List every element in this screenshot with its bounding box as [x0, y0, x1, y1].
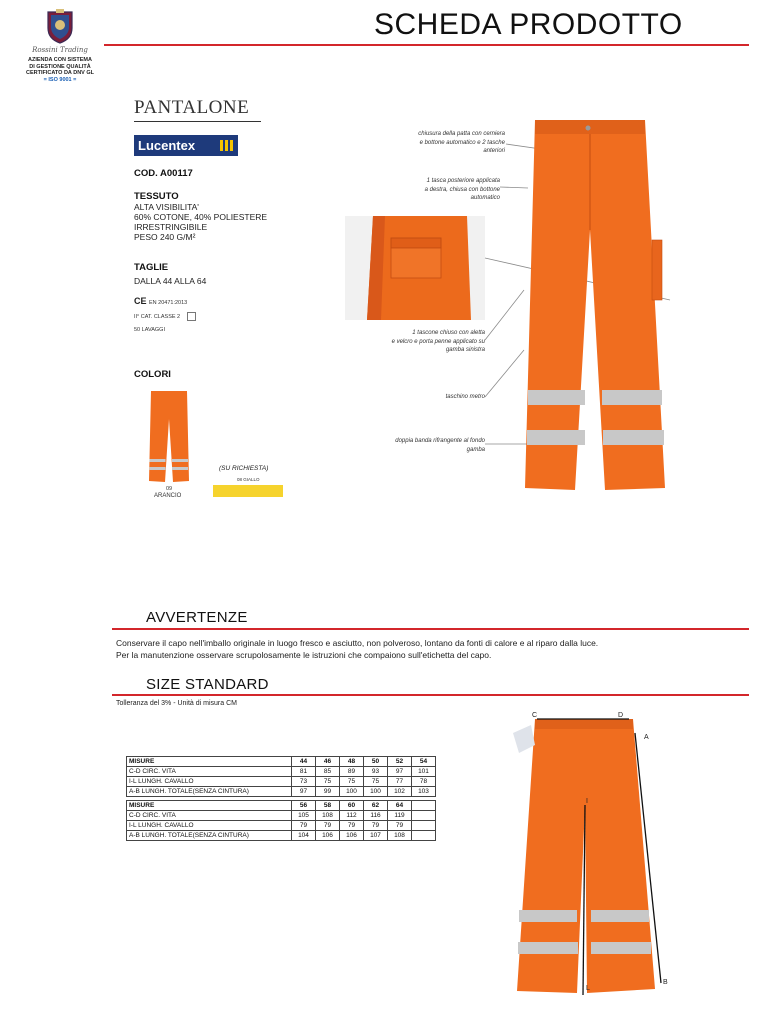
value-cell: 75 [364, 777, 388, 787]
callout-line: gamba sinistra [445, 347, 485, 353]
company-logo [20, 8, 100, 83]
value-cell: 101 [412, 767, 436, 777]
value-cell: 50 [364, 757, 388, 767]
crest-icon [45, 8, 75, 44]
row-label-cell: C-D CIRC. VITA [127, 767, 292, 777]
fabric-details [134, 202, 267, 242]
point-label-a: A [644, 734, 649, 741]
point-label-b: B [663, 979, 668, 986]
value-cell: 105 [292, 811, 316, 821]
value-cell: 85 [316, 767, 340, 777]
callout-line: taschino metro [445, 394, 485, 400]
value-cell: 81 [292, 767, 316, 777]
row-label-cell: MISURE [127, 801, 292, 811]
value-cell: 79 [292, 821, 316, 831]
callout-line: anteriori [483, 148, 505, 154]
value-cell [412, 811, 436, 821]
brand-logo [134, 135, 238, 156]
value-cell: 64 [388, 801, 412, 811]
tolerance-note: Tolleranza del 3% - Unità di misura CM [116, 700, 237, 707]
sizes-range: DALLA 44 ALLA 64 [134, 276, 207, 286]
value-cell: 89 [340, 767, 364, 777]
value-cell: 79 [316, 821, 340, 831]
value-cell: 119 [388, 811, 412, 821]
value-cell: 60 [340, 801, 364, 811]
table-row [127, 821, 436, 831]
value-cell: 107 [364, 831, 388, 841]
class-text: II° CAT. CLASSE 2 [134, 314, 181, 320]
norm-text: EN 20471:2013 [149, 300, 188, 306]
warnings-text [116, 637, 746, 661]
value-cell: 97 [388, 767, 412, 777]
value-cell: 108 [316, 811, 340, 821]
value-cell: 97 [292, 787, 316, 797]
value-cell: 106 [340, 831, 364, 841]
cert-line: AZIENDA CON SISTEMA [28, 57, 92, 63]
value-cell: 106 [316, 831, 340, 841]
value-cell: 79 [340, 821, 364, 831]
main-product-image [480, 110, 680, 500]
value-cell: 112 [340, 811, 364, 821]
callout-line: a destra, chiusa con bottone [424, 186, 500, 193]
value-cell: 46 [316, 757, 340, 767]
color-name: ARANCIO [154, 493, 182, 499]
size-standard-divider [112, 694, 749, 696]
page-title: SCHEDA PRODOTTO [374, 8, 683, 41]
callout-line: 1 tascone chiuso con aletta [412, 330, 485, 336]
color-swatch-yellow [213, 485, 283, 497]
value-cell: 44 [292, 757, 316, 767]
wash-icon [187, 312, 196, 321]
row-label-cell: I-L LUNGH. CAVALLO [127, 777, 292, 787]
fabric-label: TESSUTO [134, 191, 179, 202]
value-cell: 102 [388, 787, 412, 797]
ce-mark-icon: CE [134, 296, 147, 306]
point-label-i: I [586, 798, 588, 805]
warning-line: Conservare il capo nell'imballo originale in luogo fresco e asciutto, non polveroso, lontano da fonti di calore e al riparo dalla luce. [116, 638, 599, 648]
callout-line: e bottone automatico e 2 tasche [419, 139, 505, 146]
certification-text [20, 57, 100, 77]
callout-reflective-bands [340, 437, 485, 454]
value-cell: 104 [292, 831, 316, 841]
callout-line: automatico [470, 195, 500, 201]
cert-line: DI GESTIONE QUALITÀ [29, 63, 91, 70]
table-row [127, 787, 436, 797]
table-row [127, 767, 436, 777]
chevron-icon [220, 140, 234, 151]
value-cell: 77 [388, 777, 412, 787]
callout-line: chiusura della patta con cerniera [418, 131, 505, 137]
product-name: PANTALONE [134, 97, 250, 118]
product-name-underline [134, 121, 261, 122]
table-row [127, 777, 436, 787]
pocket-detail-image [345, 216, 485, 320]
table-row [127, 831, 436, 841]
color-swatch-orange-pants [148, 389, 190, 485]
table-row [127, 811, 436, 821]
value-cell: 75 [316, 777, 340, 787]
row-label-cell: MISURE [127, 757, 292, 767]
value-cell: 100 [364, 787, 388, 797]
value-cell: 73 [292, 777, 316, 787]
row-label-cell: A-B LUNGH. TOTALE(SENZA CINTURA) [127, 831, 292, 841]
callout-line: 1 tasca posteriore applicata [426, 178, 500, 184]
value-cell: 62 [364, 801, 388, 811]
fabric-line: IRRESTRINGIBILE [134, 222, 208, 232]
value-cell [412, 821, 436, 831]
value-cell: 99 [316, 787, 340, 797]
callout-ruler-pocket [350, 393, 485, 402]
table-row [127, 801, 436, 811]
value-cell: 79 [364, 821, 388, 831]
on-request-label: (SU RICHIESTA) [219, 465, 269, 472]
warning-line: Per la manutenzione osservare scrupolosamente le istruzioni che compaiono sull'etichetta del capo. [116, 650, 492, 660]
value-cell: 52 [388, 757, 412, 767]
value-cell: 100 [340, 787, 364, 797]
value-cell [412, 831, 436, 841]
fabric-line: ALTA VISIBILITA' [134, 202, 199, 212]
company-script-name: Rossini Trading [32, 46, 88, 54]
value-cell: 78 [412, 777, 436, 787]
callout-line: doppia banda rifrangente al fondo [395, 438, 485, 444]
fabric-line: 60% COTONE, 40% POLIESTERE [134, 212, 268, 222]
colors-label: COLORI [134, 369, 171, 380]
value-cell: 79 [388, 821, 412, 831]
iso-badge: = ISO 9001 = [43, 76, 77, 83]
value-cell [412, 801, 436, 811]
value-cell: 103 [412, 787, 436, 797]
product-code: COD. A00117 [134, 168, 193, 179]
value-cell: 48 [340, 757, 364, 767]
fabric-line: PESO 240 G/M² [134, 232, 196, 242]
callout-cargo-pocket [340, 329, 485, 355]
on-request-color: 08 GIALLO [237, 477, 260, 482]
washes-text: 50 LAVAGGI [134, 327, 165, 333]
value-cell: 56 [292, 801, 316, 811]
color-code: 09 [166, 486, 173, 492]
warnings-divider [112, 628, 749, 630]
point-label-l: L [586, 985, 590, 992]
value-cell: 54 [412, 757, 436, 767]
table-row [127, 757, 436, 767]
point-label-c: C [532, 712, 538, 719]
value-cell: 108 [388, 831, 412, 841]
row-label-cell: I-L LUNGH. CAVALLO [127, 821, 292, 831]
callout-line: gamba [466, 446, 485, 453]
row-label-cell: A-B LUNGH. TOTALE(SENZA CINTURA) [127, 787, 292, 797]
row-label-cell: C-D CIRC. VITA [127, 811, 292, 821]
title-divider [104, 44, 749, 46]
value-cell: 93 [364, 767, 388, 777]
point-label-d: D [618, 712, 624, 719]
callout-back-pocket [350, 177, 500, 203]
callout-line: e velcro e porta penne applicato su [391, 338, 485, 345]
value-cell: 75 [340, 777, 364, 787]
size-standard-title: SIZE STANDARD [146, 676, 269, 693]
cert-line: CERTIFICATO DA DNV GL [25, 70, 95, 76]
warnings-title: AVVERTENZE [146, 609, 248, 626]
value-cell: 58 [316, 801, 340, 811]
size-table [126, 756, 436, 841]
value-cell: 116 [364, 811, 388, 821]
brand-name: Lucentex [138, 138, 196, 153]
sizes-label: TAGLIE [134, 262, 169, 273]
measurement-diagram [505, 705, 685, 1000]
